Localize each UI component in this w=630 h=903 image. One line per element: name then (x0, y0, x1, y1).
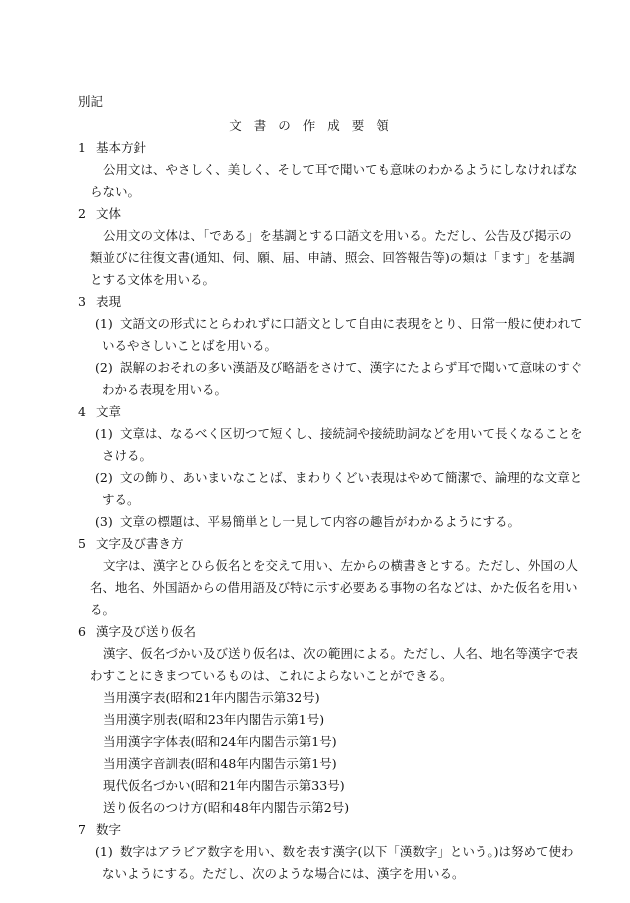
item-text: さける。 (102, 448, 153, 463)
reference-text: 送り仮名のつけ方(昭和48年内閣告示第2号) (103, 800, 350, 815)
body-line (0, 644, 630, 664)
section-number: 6 (78, 624, 86, 639)
reference-text: 現代仮名づかい(昭和21年内閣告示第33号) (103, 778, 345, 793)
reference-item (0, 688, 630, 708)
item-text: 文語文の形式にとらわれずに口語文として自由に表現をとり、日常一般に使われて (120, 316, 583, 331)
body-line (0, 270, 630, 290)
section-title: 文章 (96, 404, 122, 419)
list-item-continuation (0, 864, 630, 884)
section-number: 3 (78, 294, 86, 309)
section-heading (0, 402, 630, 422)
body-line (0, 666, 630, 686)
section-number: 7 (78, 822, 86, 837)
item-text: 文章の標題は、平易簡単とし一見して内容の趣旨がわかるようにする。 (120, 514, 521, 529)
section-title: 文体 (96, 206, 122, 221)
list-item (0, 512, 630, 532)
reference-item (0, 710, 630, 730)
section-heading (0, 138, 630, 158)
item-number: (1) (95, 844, 113, 859)
item-text: 誤解のおそれの多い漢語及び略語をさけて、漢字にたよらず耳で聞いて意味のすぐ (120, 360, 583, 375)
section-heading (0, 292, 630, 312)
body-line (0, 600, 630, 620)
section-title: 数字 (96, 822, 122, 837)
body-line (0, 182, 630, 202)
section-number: 4 (78, 404, 86, 419)
body-text: 公用文の文体は、「である」を基調とする口語文を用いる。ただし、公告及び掲示の (103, 228, 572, 243)
body-text: らない。 (90, 184, 141, 199)
list-item (0, 314, 630, 334)
item-number: (3) (95, 514, 113, 529)
reference-text: 当用漢字字体表(昭和24年内閣告示第1号) (103, 734, 337, 749)
section-heading (0, 204, 630, 224)
list-item-continuation (0, 490, 630, 510)
list-item (0, 424, 630, 444)
section-number: 5 (78, 536, 86, 551)
body-line (0, 226, 630, 246)
item-text: わかる表現を用いる。 (102, 382, 228, 397)
body-text: 文字は、漢字とひら仮名とを交えて用い、左からの横書きとする。ただし、外国の人 (103, 558, 579, 573)
section-number: 1 (78, 140, 86, 155)
appendix-label: 別記 (78, 94, 104, 109)
reference-item (0, 732, 630, 752)
list-item (0, 468, 630, 488)
section-title: 基本方針 (96, 140, 147, 155)
body-line (0, 556, 630, 576)
body-text: 漢字、仮名づかい及び送り仮名は、次の範囲による。ただし、人名、地名等漢字で表 (103, 646, 579, 661)
item-text: 文の飾り、あいまいなことば、まわりくどい表現はやめて簡潔で、論理的な文章と (120, 470, 583, 485)
reference-item (0, 798, 630, 818)
body-text: とする文体を用いる。 (90, 272, 216, 287)
section-number: 2 (78, 206, 86, 221)
section-title: 文字及び書き方 (96, 536, 184, 551)
body-text: わすことにきまつているものは、これによらないことができる。 (90, 668, 453, 683)
reference-text: 当用漢字音訓表(昭和48年内閣告示第1号) (103, 756, 337, 771)
item-number: (1) (95, 426, 113, 441)
item-text: 数字はアラビア数字を用い、数を表す漢字(以下「漢数字」という。)は努めて使わ (120, 844, 574, 859)
reference-text: 当用漢字表(昭和21年内閣告示第32号) (103, 690, 320, 705)
list-item (0, 358, 630, 378)
list-item-continuation (0, 336, 630, 356)
reference-text: 当用漢字別表(昭和23年内閣告示第1号) (103, 712, 325, 727)
body-text: 公用文は、やさしく、美しく、そして耳で聞いても意味のわかるようにしなければな (103, 162, 578, 177)
title-line (0, 116, 630, 136)
body-text: 類並びに往復文書(通知、伺、願、届、申請、照会、回答報告等)の類は「ます」を基調 (90, 250, 575, 265)
body-text: 名、地名、外国語からの借用語及び特に示す必要ある事物の名などは、かた仮名を用い (90, 580, 578, 595)
item-text: いるやさしいことばを用いる。 (102, 338, 278, 353)
list-item-continuation (0, 380, 630, 400)
section-title: 表現 (96, 294, 122, 309)
section-heading (0, 622, 630, 642)
list-item (0, 842, 630, 862)
body-line (0, 248, 630, 268)
item-text: ないようにする。ただし、次のような場合には、漢字を用いる。 (102, 866, 465, 881)
appendix-label-line (0, 92, 630, 112)
body-text: る。 (90, 602, 116, 617)
section-heading (0, 534, 630, 554)
reference-item (0, 754, 630, 774)
item-text: する。 (102, 492, 140, 507)
body-line (0, 578, 630, 598)
reference-item (0, 776, 630, 796)
list-item-continuation (0, 446, 630, 466)
section-title: 漢字及び送り仮名 (96, 624, 197, 639)
item-text: 文章は、なるべく区切つて短くし、接続詞や接続助詞などを用いて長くなることを (120, 426, 583, 441)
section-heading (0, 820, 630, 840)
document-title: 文書の作成要領 (229, 118, 401, 133)
body-line (0, 160, 630, 180)
item-number: (2) (95, 360, 113, 375)
item-number: (2) (95, 470, 113, 485)
item-number: (1) (95, 316, 113, 331)
